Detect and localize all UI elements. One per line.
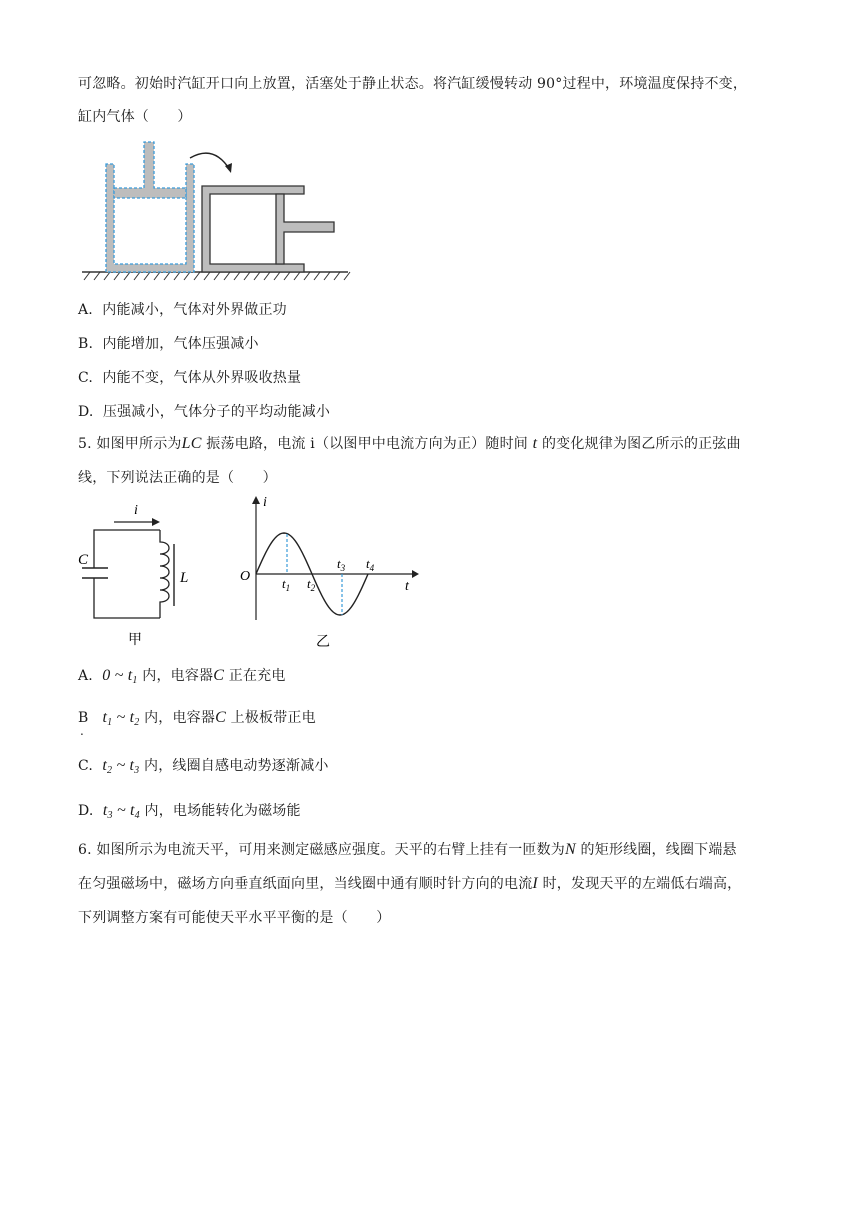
q6-n-variable: N (565, 841, 576, 858)
q6-stem-line-2 (78, 873, 741, 893)
q6-stem-line-3: 下列调整方案有可能使天平水平平衡的是（ ） (78, 910, 391, 926)
axis-i-label: i (263, 495, 267, 510)
q5-sine-graph-figure (232, 494, 422, 650)
q4-option-b (78, 333, 259, 353)
q4-stem-line-2: 缸内气体（ ） (78, 109, 192, 125)
q5-option-a-text-a: 内，电容器 (137, 668, 214, 684)
q5-t-variable: t (532, 435, 538, 452)
q5-lc-variable: LC (181, 435, 202, 452)
q5-option-c (78, 755, 329, 776)
q6-stem-part-d: 时，发现天平的左端低右端高， (537, 876, 742, 892)
q4-option-b-text: 内能增加，气体压强减小 (102, 336, 259, 352)
q5-option-a (78, 665, 286, 686)
q4-option-c (78, 367, 301, 387)
q4-option-d-text: 压强减小，气体分子的平均动能减小 (102, 404, 331, 420)
q5-lc-circuit-figure (76, 500, 206, 650)
q4-option-c-letter: C. (78, 370, 94, 386)
q5-option-a-var: C (213, 667, 225, 684)
q5-option-b-text-a: 内，电容器 (139, 710, 216, 726)
q6-stem-part-a: 6. 如图所示为电流天平，可用来测定磁感应强度。天平的右臂上挂有一匝数为 (78, 842, 566, 858)
q4-option-a-text: 内能减小，气体对外界做正功 (102, 302, 287, 318)
q4-option-b-letter: B. (78, 336, 94, 352)
q5-option-d (78, 800, 301, 821)
q4-option-d-letter: D. (78, 404, 94, 420)
q5-option-b-dot: . (80, 724, 84, 738)
q5-option-d-range: $t_3$ ~ $t_4$ (102, 802, 140, 821)
caption-yi: 乙 (316, 635, 330, 650)
inductor-label: L (180, 570, 189, 586)
q5-option-a-letter: A. (78, 668, 93, 684)
q5-option-b-range: $t_1$ ~ $t_2$ (102, 709, 140, 728)
q6-i-variable: I (532, 875, 538, 892)
t2-label: $t_2$ (307, 576, 316, 593)
q5-stem-line-2: 线，下列说法正确的是（ ） (78, 470, 277, 486)
q5-stem-line-1 (78, 433, 741, 453)
q4-option-c-text: 内能不变，气体从外界吸收热量 (102, 370, 302, 386)
axis-t-label: t (405, 579, 409, 594)
q5-option-c-letter: C. (78, 758, 94, 774)
q4-stem-line-1: 可忽略。初始时汽缸开口向上放置，活塞处于静止状态。将汽缸缓慢转动 90°过程中，环境温度保持不变， (78, 76, 748, 92)
caption-jia: 甲 (128, 633, 142, 648)
q5-option-b-var: C (215, 709, 226, 726)
q6-stem-line-1 (78, 839, 737, 859)
q5-option-b (78, 707, 316, 728)
q6-stem-part-b: 的矩形线圈，线圈下端悬 (575, 842, 737, 858)
q6-stem-part-c: 在匀强磁场中，磁场方向垂直纸面向里，当线圈中通有顺时针方向的电流 (78, 876, 533, 892)
t4-label: $t_4$ (366, 556, 375, 573)
q5-option-c-text-a: 内，线圈自感电动势逐渐减小 (139, 758, 329, 774)
q5-stem-part-a: 5. 如图甲所示为 (78, 436, 182, 452)
q4-cylinder-figure (78, 136, 358, 284)
q4-option-d (78, 401, 330, 421)
q5-option-b-text-b: 上极板带正电 (225, 710, 316, 726)
t1-label: $t_1$ (282, 576, 291, 593)
q5-option-d-text-a: 内，电场能转化为磁场能 (139, 803, 301, 819)
q5-stem-part-c: 的变化规律为图乙所示的正弦曲 (537, 436, 741, 452)
current-label: i (134, 503, 138, 518)
q5-option-b-letter: B (78, 710, 89, 726)
q5-option-a-text-b: 正在充电 (224, 668, 286, 684)
t3-label: $t_3$ (337, 556, 346, 573)
q5-option-a-range: 0 ~ $t_1$ (102, 667, 138, 686)
capacitor-label: C (78, 552, 89, 568)
q4-option-a (78, 299, 287, 319)
q5-stem-part-b: 振荡电路，电流 i（以图甲中电流方向为正）随时间 (201, 436, 528, 452)
q5-option-c-range: $t_2$ ~ $t_3$ (102, 757, 140, 776)
origin-label: O (240, 569, 251, 584)
q4-option-a-letter: A. (78, 302, 93, 318)
q5-option-d-letter: D. (78, 803, 94, 819)
